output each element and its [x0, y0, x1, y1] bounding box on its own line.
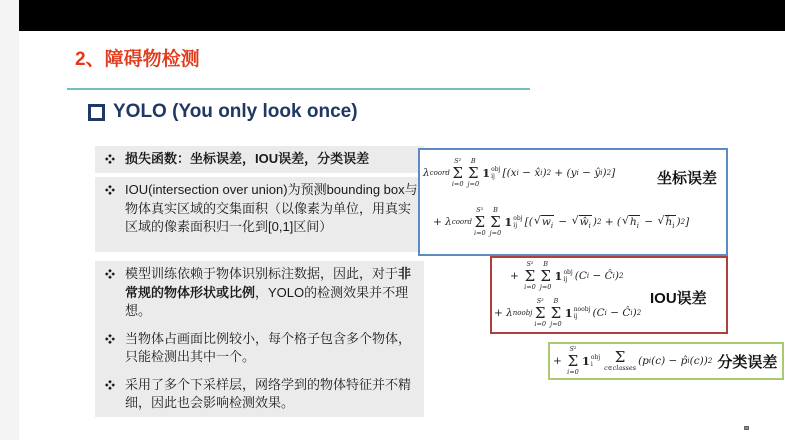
bullet-item — [103, 181, 419, 237]
bullet-text: 模型训练依赖于物体识别标注数据，因此，对于非常规的物体形状或比例，YOLO的检测效果并不理想。 — [125, 266, 412, 318]
coordinate-error-box — [418, 148, 728, 256]
formula-coordinate-error-line2: + λ coord S² Σ i=0 B Σ j=0 1 obj ij [( √ $w_i$ − √ $ŵ_i$ ) 2 + ( √ $h_i$ − √ $ĥ_i$ ) 2 ] — [433, 206, 690, 237]
diamond-bullet-icon — [105, 185, 115, 195]
bullet-text: 采用了多个下采样层，网络学到的物体特征并不精细，因此也会影响检测效果。 — [125, 376, 412, 410]
bullet-item — [103, 330, 419, 367]
formula-classification-error: + S² Σ i=0 1 obj i Σ c∈classes (p i (c) − p̂ i (c)) 2 — [553, 344, 713, 376]
bullet-group-yolo-limitations — [95, 261, 424, 417]
bullet-item — [103, 150, 419, 169]
window-left-margin — [0, 0, 20, 440]
square-bullet-icon — [88, 104, 105, 121]
formula-coordinate-error-line1: λ coord S² Σ i=0 B Σ j=0 1 obj ij [(x i − x̂ i ) 2 + (y i − ŷ i ) 2 ] — [423, 157, 616, 188]
bullet-text: 损失函数：坐标误差，IOU误差，分类误差 — [125, 151, 370, 166]
bullet-group-loss-function — [95, 146, 424, 173]
iou-error-box — [490, 256, 728, 334]
classification-error-label: 分类误差 — [717, 353, 778, 371]
section-heading-text: YOLO (You only look once) — [113, 101, 358, 122]
slide-title: 2、障碍物检测 — [75, 49, 200, 70]
iou-error-label: IOU误差 — [650, 290, 707, 307]
cursor-dot — [744, 426, 749, 430]
diamond-bullet-icon — [105, 154, 115, 164]
classification-error-box — [548, 342, 784, 380]
diamond-bullet-icon — [105, 380, 115, 390]
coordinate-error-label: 坐标误差 — [657, 170, 718, 187]
section-heading — [88, 101, 358, 123]
title-underline — [67, 88, 530, 90]
bullet-text: 当物体占画面比例较小，每个格子包含多个物体，只能检测出其中一个。 — [125, 330, 412, 364]
diamond-bullet-icon — [105, 334, 115, 344]
bullet-text: IOU(intersection over union)为预测bounding box与物体真实区域的交集面积（以像素为单位，用真实区域的像素面积归一化到[0,1]区间） — [125, 182, 418, 234]
formula-iou-error-line2: + λ noobj S² Σ i=0 B Σ j=0 1 noobj ij (C i − Ĉ i ) 2 — [494, 297, 642, 328]
bullet-item — [103, 376, 419, 413]
formula-iou-error-line1: + S² Σ i=0 B Σ j=0 1 obj ij (C i − Ĉ i ) 2 — [510, 260, 624, 291]
bullet-group-iou-definition — [95, 177, 424, 252]
presentation-top-bar — [19, 0, 785, 31]
bullet-item — [103, 265, 419, 321]
diamond-bullet-icon — [105, 269, 115, 279]
